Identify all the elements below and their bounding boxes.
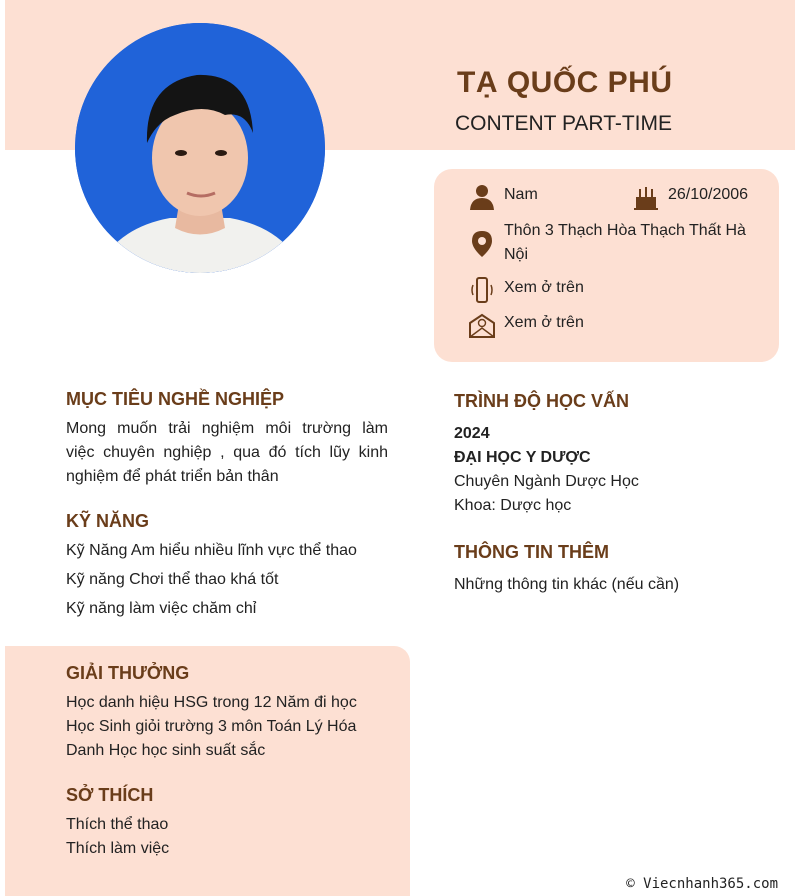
contact-gender: Nam <box>468 183 538 211</box>
skills-title: KỸ NĂNG <box>66 511 150 531</box>
candidate-name: TẠ QUỐC PHÚ <box>457 66 673 99</box>
education-faculty: Khoa: Dược học <box>454 497 572 514</box>
education-title: TRÌNH ĐỘ HỌC VẤN <box>454 391 629 411</box>
user-icon <box>468 183 496 211</box>
candidate-role: CONTENT PART-TIME <box>455 112 673 135</box>
hobbies-title: SỞ THÍCH <box>66 785 154 805</box>
awards-title: GIẢI THƯỞNG <box>66 663 190 683</box>
extra-info-text: Những thông tin khác (nếu cần) <box>454 576 680 593</box>
email-icon <box>468 311 496 339</box>
contact-phone: Xem ở trên <box>468 276 584 304</box>
contact-card <box>434 169 779 362</box>
skill-item: Kỹ năng Chơi thể thao khá tốt <box>66 571 279 588</box>
footer-copyright[interactable]: © Viecnhanh365.com <box>626 876 778 892</box>
hobby-item: Thích làm việc <box>66 840 170 857</box>
education-year: 2024 <box>454 425 490 442</box>
phone-icon <box>468 276 496 304</box>
objective-text: Mong muốn trải nghiệm môi trường làm việc chuyên nghiệp , qua đó tích lũy kinh nghiệm để phát triển bản thân <box>66 420 388 485</box>
birthday-cake-icon <box>632 183 660 211</box>
profile-photo <box>75 23 325 273</box>
objective-title: MỤC TIÊU NGHỀ NGHIỆP <box>66 389 285 409</box>
contact-birthday: 26/10/2006 <box>632 183 748 211</box>
contact-address: Thôn 3 Thạch Hòa Thạch Thất Hà Nội <box>468 219 746 267</box>
skill-item: Kỹ năng làm việc chăm chỉ <box>66 600 257 617</box>
location-pin-icon <box>468 229 496 257</box>
contact-email: Xem ở trên <box>468 311 584 339</box>
extra-info-title: THÔNG TIN THÊM <box>454 542 609 562</box>
award-item: Danh Học học sinh suất sắc <box>66 742 266 759</box>
award-item: Học danh hiệu HSG trong 12 Năm đi học <box>66 694 357 711</box>
award-item: Học Sinh giỏi trường 3 môn Toán Lý Hóa <box>66 718 357 735</box>
education-major: Chuyên Ngành Dược Học <box>454 473 639 490</box>
skill-item: Kỹ Năng Am hiểu nhiều lĩnh vực thể thao <box>66 542 357 559</box>
hobby-item: Thích thể thao <box>66 816 169 833</box>
education-school: ĐẠI HỌC Y DƯỢC <box>454 449 591 466</box>
